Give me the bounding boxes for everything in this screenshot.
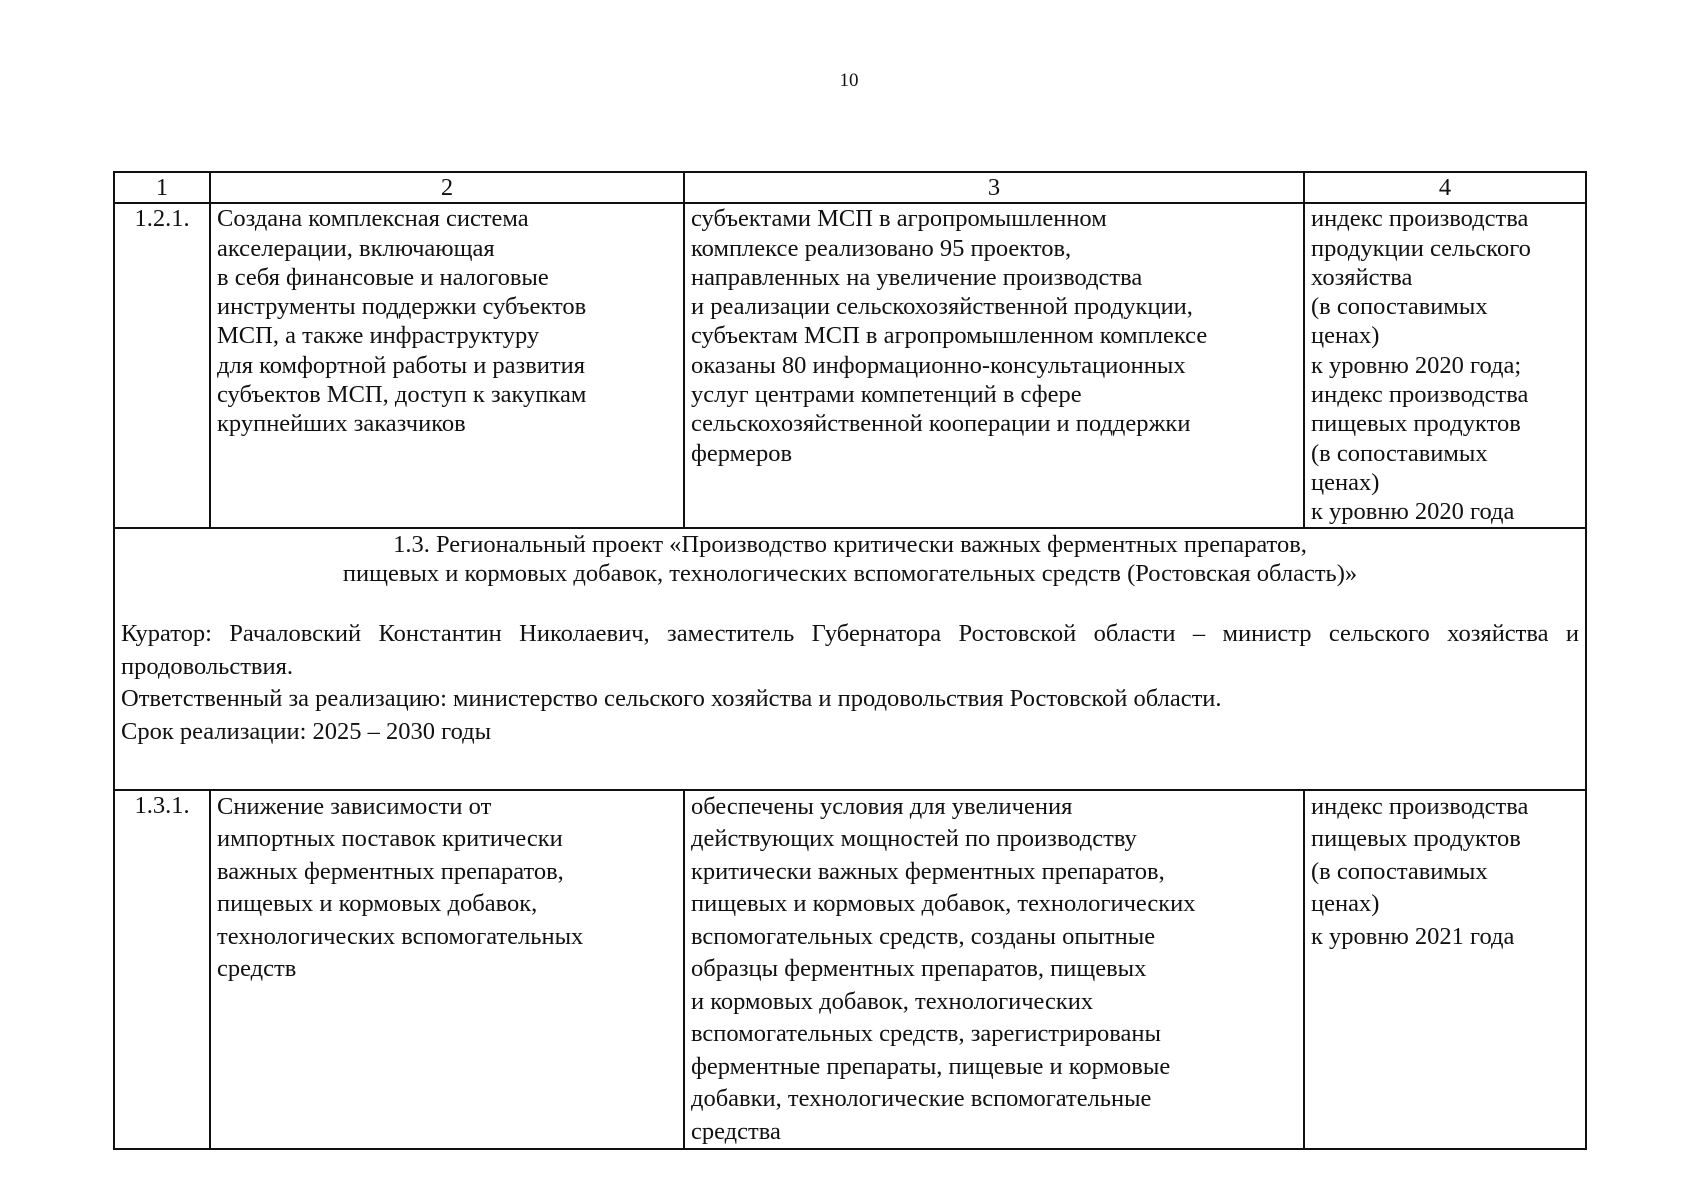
result-cell: субъектами МСП в агропромышленном комплексе реализовано 95 проектов, направленных на увеличение производства и реализации сельскохозяйственной продукции, субъектам МСП в агропромышленном комплексе оказаны 80 информационно-консультационных услуг центрами компетенций в сфере сельскохозяйственной кооперации и поддержки фермеров [684, 203, 1304, 527]
header-col-3: 3 [684, 172, 1304, 203]
project-table [113, 171, 1587, 1150]
term-text: Срок реализации: 2025 – 2030 годы [121, 717, 492, 745]
curator-text: Куратор: Рачаловский Константин Николаевич, заместитель Губернатора Ростовской области – министр сельского хозяйства и продовольствия. [121, 620, 1579, 680]
result-cell: обеспечены условия для увеличения действующих мощностей по производству критически важных ферментных препаратов, пищевых и кормовых добавок, технологических вспомогательных средств, созданы опытные образцы ферментных препаратов, пищевых и кормовых добавок, технологических вспомогательных средств, зарегистрированы ферментные препараты, пищевые и кормовые добавки, технологические вспомогательные средства [684, 790, 1304, 1150]
section-info [121, 618, 1579, 748]
header-col-2: 2 [210, 172, 684, 203]
page-number: 10 [839, 70, 859, 91]
table-row-1-2-1 [114, 203, 1586, 527]
indicator-cell: индекс производства пищевых продуктов (в сопоставимых ценах) к уровню 2021 года [1304, 790, 1586, 1150]
row-number: 1.2.1. [114, 203, 210, 527]
header-col-1: 1 [114, 172, 210, 203]
table-row-1-3-1 [114, 790, 1586, 1150]
table-header-row [114, 172, 1586, 203]
row-number: 1.3.1. [114, 790, 210, 1150]
indicator-cell: индекс производства продукции сельского хозяйства (в сопоставимых ценах) к уровню 2020 года; индекс производства пищевых продуктов (в сопоставимых ценах) к уровню 2020 года [1304, 203, 1586, 527]
header-col-4: 4 [1304, 172, 1586, 203]
section-cell [114, 528, 1586, 790]
section-title: 1.3. Региональный проект «Производство критически важных ферментных препаратов, пищевых и кормовых добавок, технологических вспомогательных средств (Ростовская область)» [342, 530, 1358, 587]
task-cell: Создана комплексная система акселерации, включающая в себя финансовые и налоговые инструменты поддержки субъектов МСП, а также инфраструктуру для комфортной работы и развития субъектов МСП, доступ к закупкам крупнейших заказчиков [210, 203, 684, 527]
responsible-text: Ответственный за реализацию: министерство сельского хозяйства и продовольствия Ростовской области. [121, 685, 1222, 713]
task-cell: Снижение зависимости от импортных поставок критически важных ферментных препаратов, пищевых и кормовых добавок, технологических вспомогательных средств [210, 790, 684, 1150]
section-row-1-3 [114, 528, 1586, 790]
